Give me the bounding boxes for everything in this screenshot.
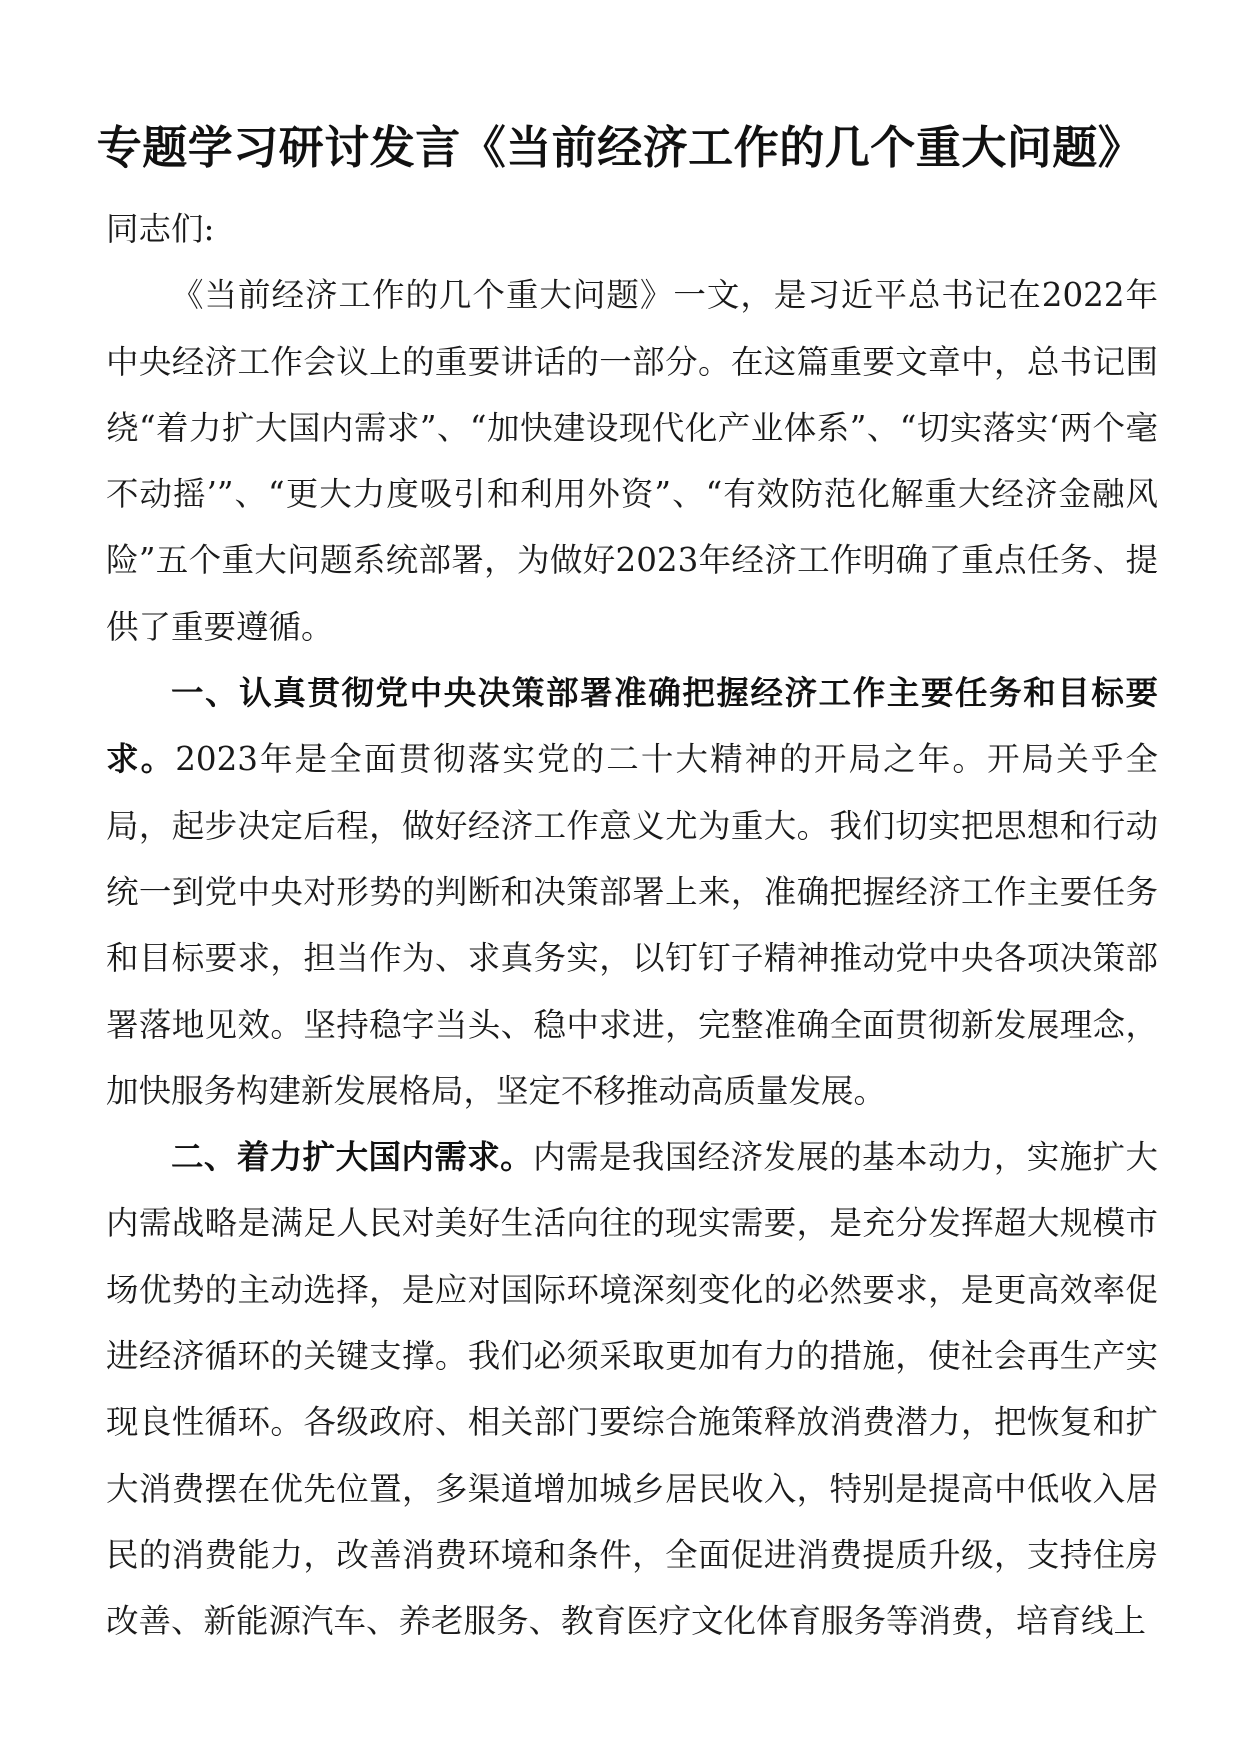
section-heading: 一、认真贯彻党中央决策部署准确把握经济工作主要任务和目标要求。 <box>106 674 1158 779</box>
salutation: 同志们: <box>106 210 215 248</box>
section-heading: 二、着力扩大国内需求。 <box>171 1138 534 1177</box>
section-text: 内需是我国经济发展的基本动力，实施扩大内需战略是满足人民对美好生活向往的现实需要，是充分发挥超大规模市场优势的主动选择，是应对国际环境深刻变化的必然要求，是更高效率促进经济循环的关键支撑。我们必须采取更加有力的措施，使社会再生产实现良性循环。各级政府、相关部门要综合施策释放消费潜力，把恢复和扩大消费摆在优先位置，多渠道增加城乡居民收入，特别是提高中低收入居民的消费能力，改善消费环境和条件，全面促进消费提质升级，支持住房改善、新能源汽车、养老服务、教育医疗文化体育服务等消费，培育线上 <box>106 1138 1158 1641</box>
section-paragraph <box>106 660 1158 1124</box>
section-paragraph <box>106 1124 1158 1654</box>
section-text: 2023年是全面贯彻落实党的二十大精神的开局之年。开局关乎全局，起步决定后程，做好经济工作意义尤为重大。我们切实把思想和行动统一到党中央对形势的判断和决策部署上来，准确把握经济工作主要任务和目标要求，担当作为、求真务实，以钉钉子精神推动党中央各项决策部署落地见效。坚持稳字当头、稳中求进，完整准确全面贯彻新发展理念，加快服务构建新发展格局，坚定不移推动高质量发展。 <box>106 740 1158 1110</box>
intro-paragraph: 《当前经济工作的几个重大问题》一文，是习近平总书记在2022年中央经济工作会议上的重要讲话的一部分。在这篇重要文章中，总书记围绕“着力扩大国内需求”、“加快建设现代化产业体系”、“切实落实‘两个毫不动摇’”、“更大力度吸引和利用外资”、“有效防范化解重大经济金融风险”五个重大问题系统部署，为做好2023年经济工作明确了重点任务、提供了重要遵循。 <box>106 276 1158 646</box>
document-body <box>106 196 1158 1655</box>
document-title: 专题学习研讨发言《当前经济工作的几个重大问题》 <box>96 121 1144 174</box>
